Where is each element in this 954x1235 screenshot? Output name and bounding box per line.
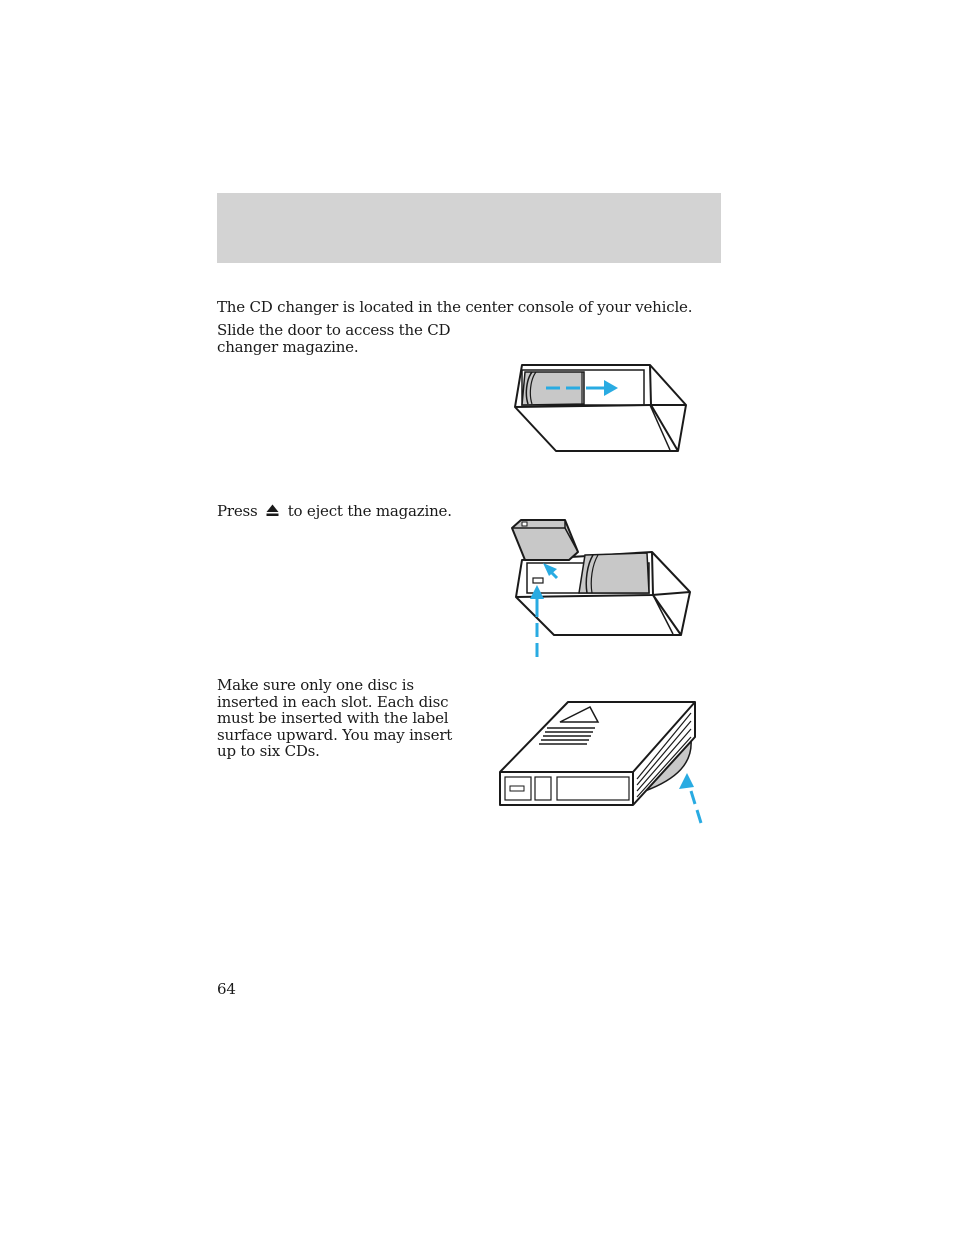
slide-door-instruction: Slide the door to access the CD changer magazine. bbox=[217, 321, 451, 356]
eject-prefix: Press bbox=[217, 502, 258, 520]
eject-suffix: to eject the magazine. bbox=[287, 502, 452, 520]
section-header-bar bbox=[217, 193, 721, 263]
magazine-eject-illustration bbox=[505, 515, 695, 660]
page-number: 64 bbox=[217, 980, 236, 998]
console-slide-door-illustration bbox=[510, 360, 695, 455]
eject-icon bbox=[266, 504, 279, 521]
intro-text: The CD changer is located in the center console of your vehicle. bbox=[217, 298, 693, 316]
cd-magazine-disc-illustration bbox=[495, 697, 710, 827]
eject-instruction bbox=[217, 503, 467, 521]
insert-disc-instruction: Make sure only one disc is inserted in each slot. Each disc must be inserted with the label surface upward. You may insert up to six CDs. bbox=[217, 676, 453, 760]
